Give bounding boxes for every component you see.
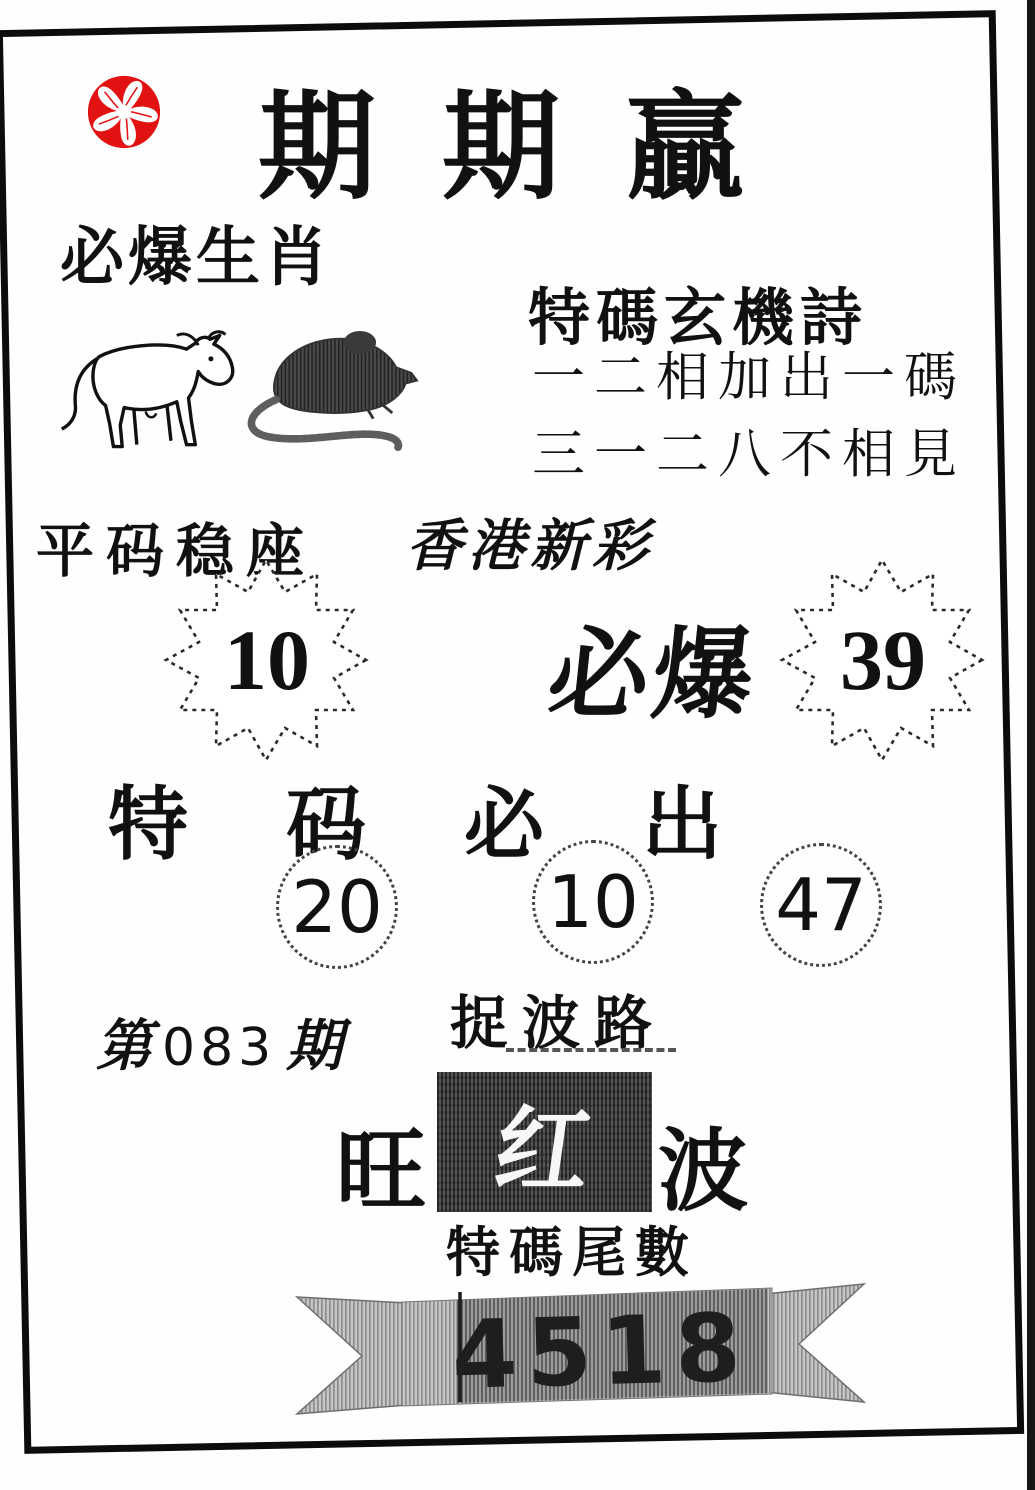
wave-underline [506, 1048, 676, 1052]
rat-illustration [238, 322, 438, 462]
scan-edge-band [1027, 0, 1035, 1490]
tail-heading: 特碼尾數 [446, 1223, 698, 1283]
title-char: 期 [258, 78, 443, 216]
poem-heading: 特碼玄機詩 [528, 281, 869, 354]
wave-prefix: 旺 [336, 1123, 426, 1222]
zodiac-heading: 必爆生肖 [60, 221, 332, 295]
title-char: 贏 [626, 78, 811, 216]
poem-line-1: 一二相加出一碼 [532, 349, 966, 407]
wave-heading: 捉波路 [450, 991, 667, 1056]
issue-suffix: 期 [286, 1016, 343, 1078]
starburst-left-number: 10 [224, 612, 310, 708]
ox-illustration [52, 322, 247, 462]
tail-number: 4518 [450, 1294, 752, 1411]
must-out-char: 必 [464, 782, 544, 870]
poem-line-2: 三一二八不相見 [532, 426, 966, 484]
starburst-right [770, 552, 996, 768]
starburst-left [154, 552, 380, 768]
title-char: 期 [442, 78, 627, 216]
starburst-right-number: 39 [840, 612, 926, 708]
hk-flag-bauhinia-icon [86, 74, 162, 150]
must-explode-label: 必爆 [542, 616, 764, 733]
red-wave-box [437, 1072, 652, 1212]
issue-number: 083 [162, 1018, 277, 1078]
must-out-char: 码 [286, 782, 366, 870]
brand-script-label: 香港新彩 [406, 516, 654, 578]
circled-number: 20 [276, 845, 398, 969]
stable-codes-label: 平码稳座 [36, 517, 317, 585]
red-wave-char: 红 [488, 1099, 598, 1204]
circled-number: 10 [532, 840, 654, 964]
issue-prefix: 第 [96, 1016, 152, 1078]
wave-suffix: 波 [658, 1123, 748, 1222]
issue-label [96, 1002, 342, 1082]
circled-number: 47 [760, 843, 882, 967]
must-out-char: 出 [642, 782, 722, 870]
page-title [258, 52, 810, 222]
must-out-char: 特 [108, 782, 188, 870]
poem-lines [532, 340, 966, 494]
